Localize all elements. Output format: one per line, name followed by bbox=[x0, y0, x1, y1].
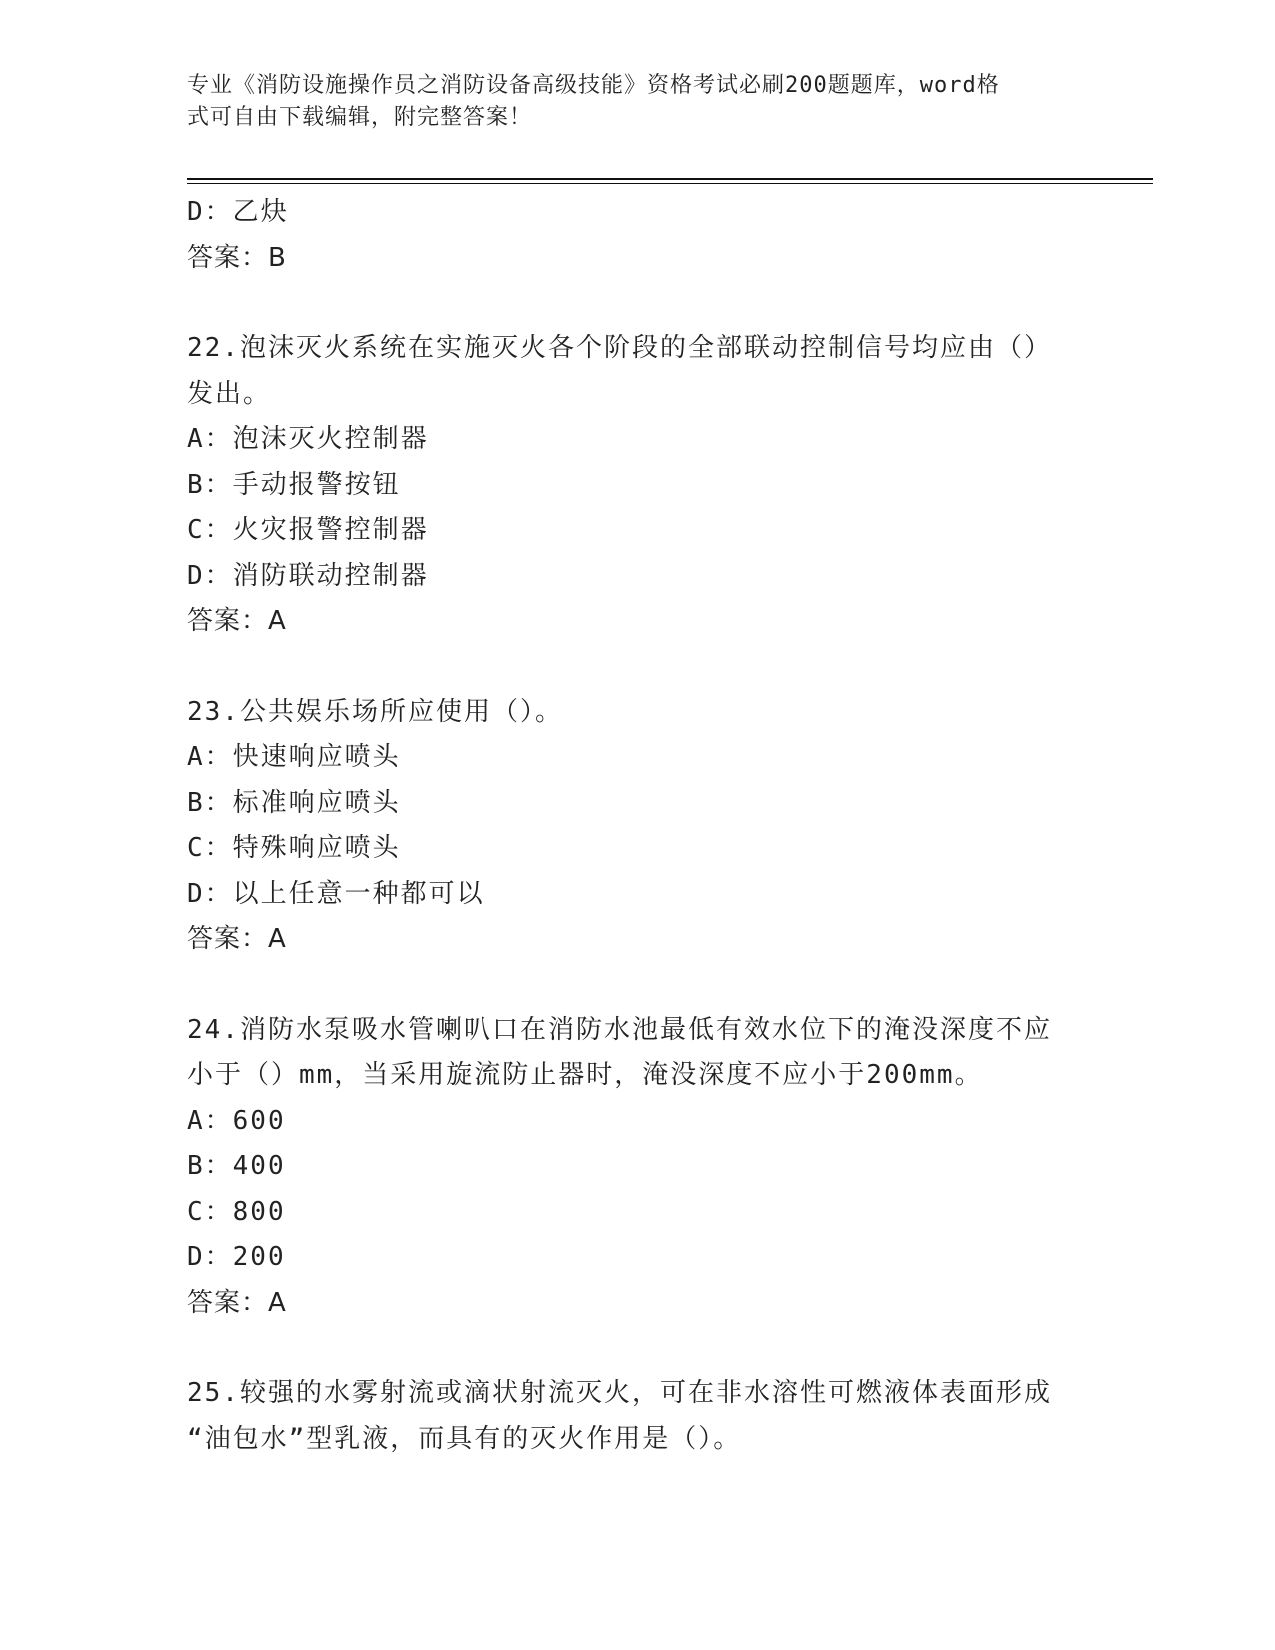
option-c: C：火灾报警控制器 bbox=[187, 515, 429, 545]
option-b: B：手动报警按钮 bbox=[187, 469, 401, 500]
option-a: A：快速响应喷头 bbox=[187, 742, 401, 772]
option-c: C：特殊响应喷头 bbox=[187, 833, 401, 863]
question-stem: 23.公共娱乐场所应使用（）。 bbox=[187, 696, 563, 727]
answer: 答案：A bbox=[187, 606, 287, 636]
question-24 bbox=[187, 1008, 1087, 1327]
question-list bbox=[187, 190, 1087, 1462]
option-a: A：泡沫灭火控制器 bbox=[187, 424, 429, 454]
header-rule-thick bbox=[187, 178, 1153, 180]
question-stem: 小于（）mm，当采用旋流防止器时，淹没深度不应小于200mm。 bbox=[187, 1060, 983, 1090]
answer: 答案：A bbox=[187, 924, 287, 954]
header-rule-thin bbox=[187, 183, 1153, 184]
header-line-2: 式可自由下载编辑，附完整答案！ bbox=[187, 105, 533, 130]
option-d: D：以上任意一种都可以 bbox=[187, 878, 485, 909]
question-stem: 24.消防水泵吸水管喇叭口在消防水池最低有效水位下的淹没深度不应 bbox=[187, 1014, 1052, 1045]
question-23 bbox=[187, 690, 1087, 963]
option-b: B：400 bbox=[187, 1151, 286, 1181]
question-25 bbox=[187, 1371, 1087, 1462]
question-stem: “油包水”型乳液，而具有的灭火作用是（）。 bbox=[187, 1423, 742, 1454]
question-stem: 发出。 bbox=[187, 378, 272, 409]
question-22 bbox=[187, 326, 1087, 645]
document-header bbox=[187, 70, 1067, 134]
header-line-1: 专业《消防设施操作员之消防设备高级技能》资格考试必刷200题题库，word格 bbox=[187, 73, 1000, 98]
option-c: C：800 bbox=[187, 1196, 286, 1227]
option-d: D：200 bbox=[187, 1242, 286, 1272]
answer: 答案：B bbox=[187, 242, 287, 273]
option-d: D：乙炔 bbox=[187, 197, 289, 227]
option-d: D：消防联动控制器 bbox=[187, 560, 429, 591]
option-a: A：600 bbox=[187, 1105, 286, 1136]
question-stem: 22.泡沫灭火系统在实施灭火各个阶段的全部联动控制信号均应由（） bbox=[187, 333, 1052, 363]
option-b: B：标准响应喷头 bbox=[187, 787, 401, 818]
answer: 答案：A bbox=[187, 1287, 287, 1318]
question-stem: 25.较强的水雾射流或滴状射流灭火，可在非水溶性可燃液体表面形成 bbox=[187, 1378, 1052, 1408]
